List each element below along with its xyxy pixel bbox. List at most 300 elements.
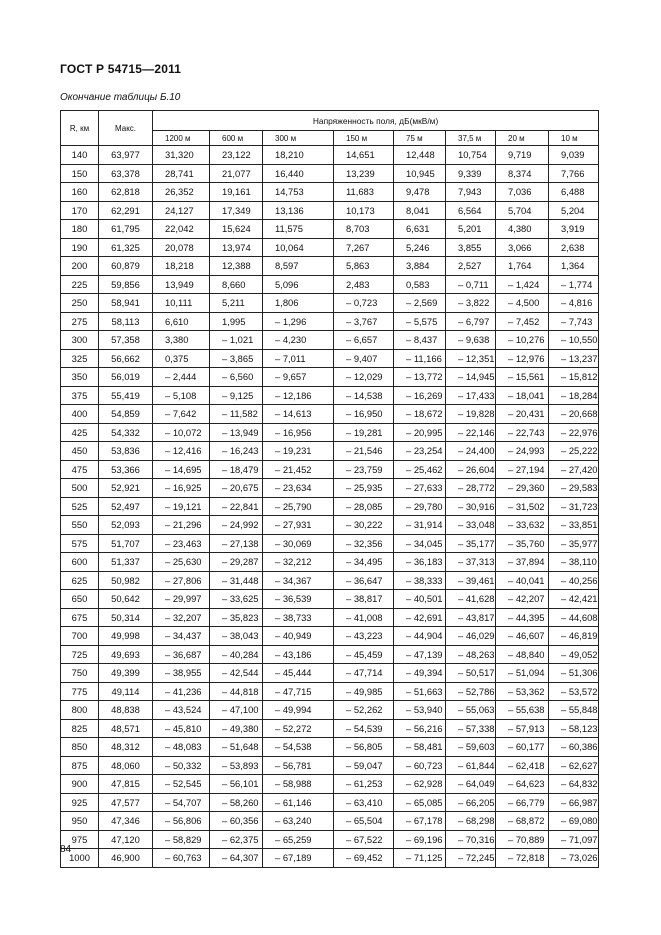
max-cell: 48,312 — [99, 738, 153, 757]
value-cell: – 71,097 — [549, 830, 599, 849]
value-cell: 5,096 — [263, 275, 334, 294]
value-cell: 24,127 — [153, 201, 210, 220]
value-cell: 10,111 — [153, 294, 210, 313]
table-row — [61, 849, 599, 868]
value-cell: 22,042 — [153, 220, 210, 239]
value-cell: – 25,222 — [549, 442, 599, 461]
distance-cell: 675 — [61, 608, 99, 627]
value-cell: – 21,296 — [153, 516, 210, 535]
table-row — [61, 368, 599, 387]
value-cell: 10,945 — [394, 164, 446, 183]
value-cell: – 36,183 — [394, 553, 446, 572]
value-cell: – 41,236 — [153, 682, 210, 701]
value-cell: – 63,410 — [334, 793, 394, 812]
distance-cell: 850 — [61, 738, 99, 757]
value-cell: – 5,575 — [394, 312, 446, 331]
value-cell: 20,078 — [153, 238, 210, 257]
table-row — [61, 294, 599, 313]
max-cell: 49,998 — [99, 627, 153, 646]
header-height: 75 м — [394, 131, 446, 146]
distance-cell: 750 — [61, 664, 99, 683]
distance-cell: 325 — [61, 349, 99, 368]
value-cell: – 4,816 — [549, 294, 599, 313]
value-cell: – 70,316 — [446, 830, 496, 849]
max-cell: 54,859 — [99, 405, 153, 424]
table-row — [61, 386, 599, 405]
value-cell: – 60,356 — [210, 812, 263, 831]
value-cell: – 49,394 — [394, 664, 446, 683]
value-cell: – 10,550 — [549, 331, 599, 350]
value-cell: – 13,237 — [549, 349, 599, 368]
value-cell: – 9,657 — [263, 368, 334, 387]
value-cell: – 12,351 — [446, 349, 496, 368]
value-cell: – 46,819 — [549, 627, 599, 646]
distance-cell: 150 — [61, 164, 99, 183]
value-cell: 13,136 — [263, 201, 334, 220]
value-cell: – 47,139 — [394, 645, 446, 664]
value-cell: 28,741 — [153, 164, 210, 183]
value-cell: – 32,356 — [334, 534, 394, 553]
value-cell: – 59,603 — [446, 738, 496, 757]
distance-cell: 975 — [61, 830, 99, 849]
value-cell: – 51,306 — [549, 664, 599, 683]
value-cell: 13,239 — [334, 164, 394, 183]
value-cell: – 34,437 — [153, 627, 210, 646]
value-cell: – 42,207 — [496, 590, 549, 609]
value-cell: – 29,287 — [210, 553, 263, 572]
max-cell: 48,571 — [99, 719, 153, 738]
value-cell: – 52,272 — [263, 719, 334, 738]
value-cell: – 47,714 — [334, 664, 394, 683]
max-cell: 50,982 — [99, 571, 153, 590]
value-cell: 6,631 — [394, 220, 446, 239]
value-cell: – 1,296 — [263, 312, 334, 331]
value-cell: – 61,844 — [446, 756, 496, 775]
max-cell: 62,818 — [99, 183, 153, 202]
value-cell: – 16,243 — [210, 442, 263, 461]
value-cell: – 60,386 — [549, 738, 599, 757]
distance-cell: 950 — [61, 812, 99, 831]
value-cell: 21,077 — [210, 164, 263, 183]
value-cell: 1,764 — [496, 257, 549, 276]
value-cell: – 51,648 — [210, 738, 263, 757]
table-row — [61, 331, 599, 350]
value-cell: – 69,196 — [394, 830, 446, 849]
value-cell: 23,122 — [210, 146, 263, 165]
value-cell: – 11,582 — [210, 405, 263, 424]
value-cell: 11,683 — [334, 183, 394, 202]
value-cell: – 18,284 — [549, 386, 599, 405]
value-cell: – 50,517 — [446, 664, 496, 683]
value-cell: – 3,822 — [446, 294, 496, 313]
distance-cell: 170 — [61, 201, 99, 220]
max-cell: 63,977 — [99, 146, 153, 165]
value-cell: – 4,230 — [263, 331, 334, 350]
value-cell: – 38,043 — [210, 627, 263, 646]
distance-cell: 800 — [61, 701, 99, 720]
value-cell: – 16,925 — [153, 479, 210, 498]
table-row — [61, 312, 599, 331]
value-cell: 9,339 — [446, 164, 496, 183]
value-cell: – 35,177 — [446, 534, 496, 553]
value-cell: – 37,313 — [446, 553, 496, 572]
value-cell: – 67,189 — [263, 849, 334, 868]
value-cell: 8,597 — [263, 257, 334, 276]
value-cell: – 56,101 — [210, 775, 263, 794]
table-row — [61, 738, 599, 757]
value-cell: – 40,256 — [549, 571, 599, 590]
value-cell: – 44,904 — [394, 627, 446, 646]
value-cell: – 25,790 — [263, 497, 334, 516]
value-cell: 5,204 — [549, 201, 599, 220]
value-cell: 5,211 — [210, 294, 263, 313]
value-cell: – 72,245 — [446, 849, 496, 868]
value-cell: – 40,949 — [263, 627, 334, 646]
value-cell: – 23,759 — [334, 460, 394, 479]
table-row — [61, 516, 599, 535]
value-cell: – 11,166 — [394, 349, 446, 368]
value-cell: – 19,231 — [263, 442, 334, 461]
table-row — [61, 534, 599, 553]
value-cell: – 65,259 — [263, 830, 334, 849]
value-cell: – 52,262 — [334, 701, 394, 720]
distance-cell: 275 — [61, 312, 99, 331]
table-row — [61, 627, 599, 646]
value-cell: 0,583 — [394, 275, 446, 294]
table-row — [61, 460, 599, 479]
table-row — [61, 275, 599, 294]
value-cell: – 25,462 — [394, 460, 446, 479]
value-cell: – 1,021 — [210, 331, 263, 350]
value-cell: – 29,360 — [496, 479, 549, 498]
value-cell: – 64,049 — [446, 775, 496, 794]
value-cell: – 46,029 — [446, 627, 496, 646]
value-cell: – 7,642 — [153, 405, 210, 424]
value-cell: – 40,501 — [394, 590, 446, 609]
max-cell: 54,332 — [99, 423, 153, 442]
header-height: 20 м — [496, 131, 549, 146]
value-cell: – 48,263 — [446, 645, 496, 664]
value-cell: 7,943 — [446, 183, 496, 202]
value-cell: – 38,110 — [549, 553, 599, 572]
value-cell: – 71,125 — [394, 849, 446, 868]
value-cell: – 53,940 — [394, 701, 446, 720]
value-cell: – 10,276 — [496, 331, 549, 350]
value-cell: – 12,186 — [263, 386, 334, 405]
max-cell: 51,707 — [99, 534, 153, 553]
max-cell: 56,019 — [99, 368, 153, 387]
page-number: 84 — [60, 844, 72, 855]
value-cell: – 19,281 — [334, 423, 394, 442]
table-row — [61, 201, 599, 220]
value-cell: – 9,407 — [334, 349, 394, 368]
value-cell: – 2,444 — [153, 368, 210, 387]
distance-cell: 600 — [61, 553, 99, 572]
table-row — [61, 257, 599, 276]
value-cell: – 64,832 — [549, 775, 599, 794]
table-row — [61, 756, 599, 775]
value-cell: 17,349 — [210, 201, 263, 220]
value-cell: – 39,461 — [446, 571, 496, 590]
header-height: 600 м — [210, 131, 263, 146]
value-cell: 13,949 — [153, 275, 210, 294]
value-cell: – 45,444 — [263, 664, 334, 683]
value-cell: – 8,437 — [394, 331, 446, 350]
value-cell: – 23,634 — [263, 479, 334, 498]
value-cell: – 38,733 — [263, 608, 334, 627]
field-strength-table — [60, 110, 599, 868]
value-cell: 2,527 — [446, 257, 496, 276]
value-cell: 19,161 — [210, 183, 263, 202]
table-row — [61, 793, 599, 812]
value-cell: – 35,823 — [210, 608, 263, 627]
value-cell: – 36,647 — [334, 571, 394, 590]
value-cell: – 18,672 — [394, 405, 446, 424]
value-cell: 6,610 — [153, 312, 210, 331]
distance-cell: 450 — [61, 442, 99, 461]
value-cell: 3,066 — [496, 238, 549, 257]
value-cell: – 56,781 — [263, 756, 334, 775]
value-cell: – 29,780 — [394, 497, 446, 516]
distance-cell: 725 — [61, 645, 99, 664]
value-cell: 3,884 — [394, 257, 446, 276]
value-cell: 2,638 — [549, 238, 599, 257]
max-cell: 61,795 — [99, 220, 153, 239]
value-cell: – 69,452 — [334, 849, 394, 868]
value-cell: 0,375 — [153, 349, 210, 368]
value-cell: – 13,949 — [210, 423, 263, 442]
document-title: ГОСТ Р 54715—2011 — [60, 62, 182, 76]
header-field-strength: Напряженность поля, дБ(мкВ/м) — [153, 111, 599, 131]
value-cell: – 67,522 — [334, 830, 394, 849]
value-cell: – 35,760 — [496, 534, 549, 553]
value-cell: – 12,029 — [334, 368, 394, 387]
value-cell: 12,448 — [394, 146, 446, 165]
max-cell: 50,642 — [99, 590, 153, 609]
max-cell: 58,941 — [99, 294, 153, 313]
value-cell: – 58,260 — [210, 793, 263, 812]
value-cell: – 20,668 — [549, 405, 599, 424]
value-cell: 3,855 — [446, 238, 496, 257]
value-cell: 6,564 — [446, 201, 496, 220]
distance-cell: 160 — [61, 183, 99, 202]
value-cell: – 40,041 — [496, 571, 549, 590]
value-cell: – 28,085 — [334, 497, 394, 516]
value-cell: 15,624 — [210, 220, 263, 239]
max-cell: 55,419 — [99, 386, 153, 405]
table-row — [61, 349, 599, 368]
value-cell: – 43,817 — [446, 608, 496, 627]
distance-cell: 140 — [61, 146, 99, 165]
value-cell: – 45,810 — [153, 719, 210, 738]
value-cell: – 27,194 — [496, 460, 549, 479]
value-cell: – 46,607 — [496, 627, 549, 646]
value-cell: – 58,829 — [153, 830, 210, 849]
value-cell: 5,201 — [446, 220, 496, 239]
value-cell: 9,478 — [394, 183, 446, 202]
table-caption: Окончание таблицы Б.10 — [60, 92, 181, 103]
table-body — [61, 146, 599, 868]
header-height: 1200 м — [153, 131, 210, 146]
max-cell: 62,291 — [99, 201, 153, 220]
value-cell: – 52,545 — [153, 775, 210, 794]
max-cell: 49,399 — [99, 664, 153, 683]
value-cell: 8,660 — [210, 275, 263, 294]
value-cell: – 42,421 — [549, 590, 599, 609]
max-cell: 46,900 — [99, 849, 153, 868]
value-cell: – 13,772 — [394, 368, 446, 387]
max-cell: 56,662 — [99, 349, 153, 368]
value-cell: 7,267 — [334, 238, 394, 257]
table-row — [61, 238, 599, 257]
value-cell: – 43,186 — [263, 645, 334, 664]
table-row — [61, 664, 599, 683]
value-cell: – 58,988 — [263, 775, 334, 794]
max-cell: 61,325 — [99, 238, 153, 257]
value-cell: – 41,628 — [446, 590, 496, 609]
max-cell: 53,836 — [99, 442, 153, 461]
distance-cell: 200 — [61, 257, 99, 276]
value-cell: – 19,828 — [446, 405, 496, 424]
max-cell: 48,838 — [99, 701, 153, 720]
table-row — [61, 423, 599, 442]
value-cell: 3,380 — [153, 331, 210, 350]
value-cell: 4,380 — [496, 220, 549, 239]
value-cell: – 31,502 — [496, 497, 549, 516]
value-cell: 16,440 — [263, 164, 334, 183]
value-cell: – 26,604 — [446, 460, 496, 479]
distance-cell: 1000 — [61, 849, 99, 868]
value-cell: 8,703 — [334, 220, 394, 239]
value-cell: – 12,976 — [496, 349, 549, 368]
value-cell: 18,210 — [263, 146, 334, 165]
value-cell: 8,374 — [496, 164, 549, 183]
value-cell: – 16,269 — [394, 386, 446, 405]
max-cell: 60,879 — [99, 257, 153, 276]
value-cell: – 16,950 — [334, 405, 394, 424]
distance-cell: 300 — [61, 331, 99, 350]
value-cell: – 48,083 — [153, 738, 210, 757]
value-cell: – 22,976 — [549, 423, 599, 442]
max-cell: 50,314 — [99, 608, 153, 627]
value-cell: – 35,977 — [549, 534, 599, 553]
value-cell: – 25,935 — [334, 479, 394, 498]
value-cell: 1,995 — [210, 312, 263, 331]
value-cell: 10,173 — [334, 201, 394, 220]
value-cell: – 51,094 — [496, 664, 549, 683]
header-height: 150 м — [334, 131, 394, 146]
distance-cell: 525 — [61, 497, 99, 516]
value-cell: – 55,848 — [549, 701, 599, 720]
value-cell: – 72,818 — [496, 849, 549, 868]
distance-cell: 250 — [61, 294, 99, 313]
value-cell: – 32,212 — [263, 553, 334, 572]
value-cell: – 25,630 — [153, 553, 210, 572]
value-cell: – 38,817 — [334, 590, 394, 609]
value-cell: 14,753 — [263, 183, 334, 202]
value-cell: – 38,955 — [153, 664, 210, 683]
max-cell: 48,060 — [99, 756, 153, 775]
max-cell: 51,337 — [99, 553, 153, 572]
value-cell: – 62,418 — [496, 756, 549, 775]
value-cell: – 27,420 — [549, 460, 599, 479]
value-cell: – 3,767 — [334, 312, 394, 331]
value-cell: – 67,178 — [394, 812, 446, 831]
value-cell: – 0,711 — [446, 275, 496, 294]
value-cell: – 53,572 — [549, 682, 599, 701]
value-cell: – 21,452 — [263, 460, 334, 479]
value-cell: 10,754 — [446, 146, 496, 165]
value-cell: – 10,072 — [153, 423, 210, 442]
value-cell: – 73,026 — [549, 849, 599, 868]
value-cell: – 3,865 — [210, 349, 263, 368]
distance-cell: 350 — [61, 368, 99, 387]
value-cell: – 14,538 — [334, 386, 394, 405]
max-cell: 58,113 — [99, 312, 153, 331]
max-cell: 53,366 — [99, 460, 153, 479]
value-cell: – 6,657 — [334, 331, 394, 350]
value-cell: 26,352 — [153, 183, 210, 202]
value-cell: – 18,041 — [496, 386, 549, 405]
distance-cell: 500 — [61, 479, 99, 498]
value-cell: – 24,400 — [446, 442, 496, 461]
distance-cell: 925 — [61, 793, 99, 812]
value-cell: – 20,431 — [496, 405, 549, 424]
value-cell: – 22,743 — [496, 423, 549, 442]
value-cell: 5,704 — [496, 201, 549, 220]
value-cell: – 54,538 — [263, 738, 334, 757]
value-cell: 6,488 — [549, 183, 599, 202]
value-cell: 2,483 — [334, 275, 394, 294]
value-cell: – 55,063 — [446, 701, 496, 720]
value-cell: – 62,375 — [210, 830, 263, 849]
table-row — [61, 183, 599, 202]
value-cell: – 69,080 — [549, 812, 599, 831]
distance-cell: 825 — [61, 719, 99, 738]
max-cell: 57,358 — [99, 331, 153, 350]
value-cell: – 45,459 — [334, 645, 394, 664]
table-row — [61, 682, 599, 701]
max-cell: 47,346 — [99, 812, 153, 831]
value-cell: – 43,223 — [334, 627, 394, 646]
table-row — [61, 553, 599, 572]
value-cell: – 24,993 — [496, 442, 549, 461]
value-cell: – 1,424 — [496, 275, 549, 294]
value-cell: – 1,774 — [549, 275, 599, 294]
value-cell: – 23,463 — [153, 534, 210, 553]
value-cell: 7,036 — [496, 183, 549, 202]
value-cell: 12,388 — [210, 257, 263, 276]
distance-cell: 400 — [61, 405, 99, 424]
header-height: 10 м — [549, 131, 599, 146]
value-cell: – 66,205 — [446, 793, 496, 812]
value-cell: – 6,797 — [446, 312, 496, 331]
distance-cell: 575 — [61, 534, 99, 553]
value-cell: – 56,805 — [334, 738, 394, 757]
value-cell: – 31,723 — [549, 497, 599, 516]
distance-cell: 900 — [61, 775, 99, 794]
distance-cell: 550 — [61, 516, 99, 535]
header-height: 37,5 м — [446, 131, 496, 146]
value-cell: 10,064 — [263, 238, 334, 257]
value-cell: – 42,691 — [394, 608, 446, 627]
value-cell: 9,719 — [496, 146, 549, 165]
value-cell: – 21,546 — [334, 442, 394, 461]
max-cell: 59,856 — [99, 275, 153, 294]
value-cell: – 63,240 — [263, 812, 334, 831]
value-cell: – 49,994 — [263, 701, 334, 720]
value-cell: 31,320 — [153, 146, 210, 165]
